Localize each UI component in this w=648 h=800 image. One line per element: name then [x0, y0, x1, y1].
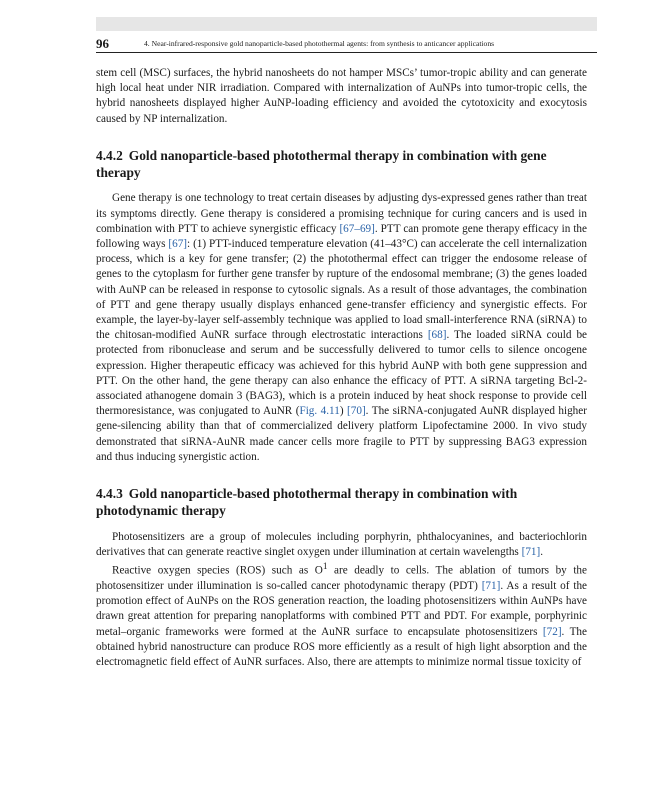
text-run: . The siRNA-conjugated AuNR displayed higher gene-silencing ability than that of commercialized delivery platform Lipofectamine 2000. In vivo study demonstrated that siRNA-AuNR made cancer cells more fragile to PTT by suppressing BAG3 expression and thus inducing synergistic action.	[96, 405, 587, 463]
section-4-4-3-paragraph-2	[96, 560, 587, 670]
intro-paragraph: stem cell (MSC) surfaces, the hybrid nanosheets do not hamper MSCs’ tumor-tropic ability and can generate high local heat under NIR irradiation. Compared with internalization of AuNPs into tumor-tropic cells, the hybrid nanosheets displayed higher AuNP-loading efficiency and avoided the cytotoxicity and exocytosis caused by NP internalization.	[96, 67, 587, 125]
text-run: Reactive oxygen species (ROS) such as O	[112, 564, 323, 577]
citation-link[interactable]: [72]	[542, 625, 562, 638]
figure-link[interactable]: Fig. 4.11	[299, 405, 340, 418]
citation-link[interactable]: [71]	[481, 580, 501, 592]
superscript: 1	[322, 562, 328, 573]
text-run: . PTT can promote gene therapy efficacy in the following ways	[96, 222, 587, 251]
section-number: 4.4.2	[96, 147, 123, 163]
citation-link[interactable]: [70]	[347, 405, 366, 418]
text-run: . The obtained hybrid nanostructure can produce ROS more efficiently as a result of high light absorption and the electromagnetic field effect of AuNR surfaces. Also, there are attempts to minimize normal tissue toxicity of	[96, 625, 587, 669]
page-header	[96, 36, 597, 53]
section-4-4-2-paragraph	[96, 191, 587, 465]
citation-link[interactable]: [67–69]	[339, 222, 375, 235]
text-run: Gene therapy is one technology to treat certain diseases by adjusting dys-expressed genes rather than treat its symptoms directly. Gene therapy is considered a promising technique for curing cancers and is used in combination with PTT to achieve synergistic efficacy	[96, 192, 587, 235]
page-number: 96	[96, 36, 109, 51]
page-body	[96, 66, 587, 670]
text-run: .	[540, 545, 544, 558]
text-run: Photosensitizers are a group of molecules including porphyrin, phthalocyanines, and bacteriochlorin derivatives that can generate reactive singlet oxygen under illumination at certain wavelengths	[96, 530, 587, 558]
running-title: 4. Near-infrared-responsive gold nanoparticle-based photothermal agents: from synthesis to anticancer applications	[144, 39, 495, 48]
section-heading-4-4-2	[96, 148, 587, 182]
top-gray-bar	[96, 17, 597, 31]
text-run: )	[339, 405, 348, 418]
text-run: are deadly to cells. The ablation of tumors by the photosensitizer under illumination is so-called cancer photodynamic therapy (PDT)	[96, 564, 587, 592]
section-number: 4.4.3	[96, 486, 123, 502]
section-heading-4-4-3	[96, 486, 587, 520]
text-run: . As a result of the promotion effect of AuNPs on the ROS generation reaction, the loading photosensitizers within AuNPs have drawn great attention for preparing nanoplatforms with combined PTT and PDT. For example, porphyrinic metal–organic frameworks were formed at the AuNR surface to encapsulate photosensitizers	[96, 580, 588, 638]
text-run: . The loaded siRNA could be protected from ribonuclease and serum and be successfully delivered to tumor cells to silence oncogene expression. Higher therapeutic efficacy was achieved for this hybrid AuNP with both gene suppression and PTT. On the other hand, the gene therapy can also enhance the efficacy of PTT. A siRNA targeting Bcl-2-associated athanogene domain 3 (BAG3), which is a protein induced by heat shock response to provide cell thermoresistance, was conjugated to AuNR (	[96, 329, 588, 418]
citation-link[interactable]: [68]	[427, 329, 447, 342]
citation-link[interactable]: [67]	[168, 238, 188, 251]
section-4-4-3-paragraph-1	[96, 530, 587, 560]
section-title: Gold nanoparticle-based photothermal therapy in combination with photodynamic therapy	[96, 486, 518, 518]
text-run: : (1) PTT-induced temperature elevation (41–43°C) can accelerate the cell internalization process, which is a key for gene transfer; (2) the photothermal effect can trigger the endosome release of genes to the cytoplasm for further gene transfer by rupture of the endosomal membrane; (3) the genes loaded with AuNP can be released in response to cytosolic signals. As a result of those advantages, the combination of PTT and gene therapy usually displays enhanced gene-transfer efficiency and synergistic effects. For example, the layer-by-layer self-assembly technique was applied to load small-interference RNA (siRNA) to the chitosan-modified AuNR surface through electrostatic interactions	[96, 238, 587, 342]
citation-link[interactable]: [71]	[521, 545, 541, 558]
section-title: Gold nanoparticle-based photothermal therapy in combination with gene therapy	[96, 147, 547, 180]
